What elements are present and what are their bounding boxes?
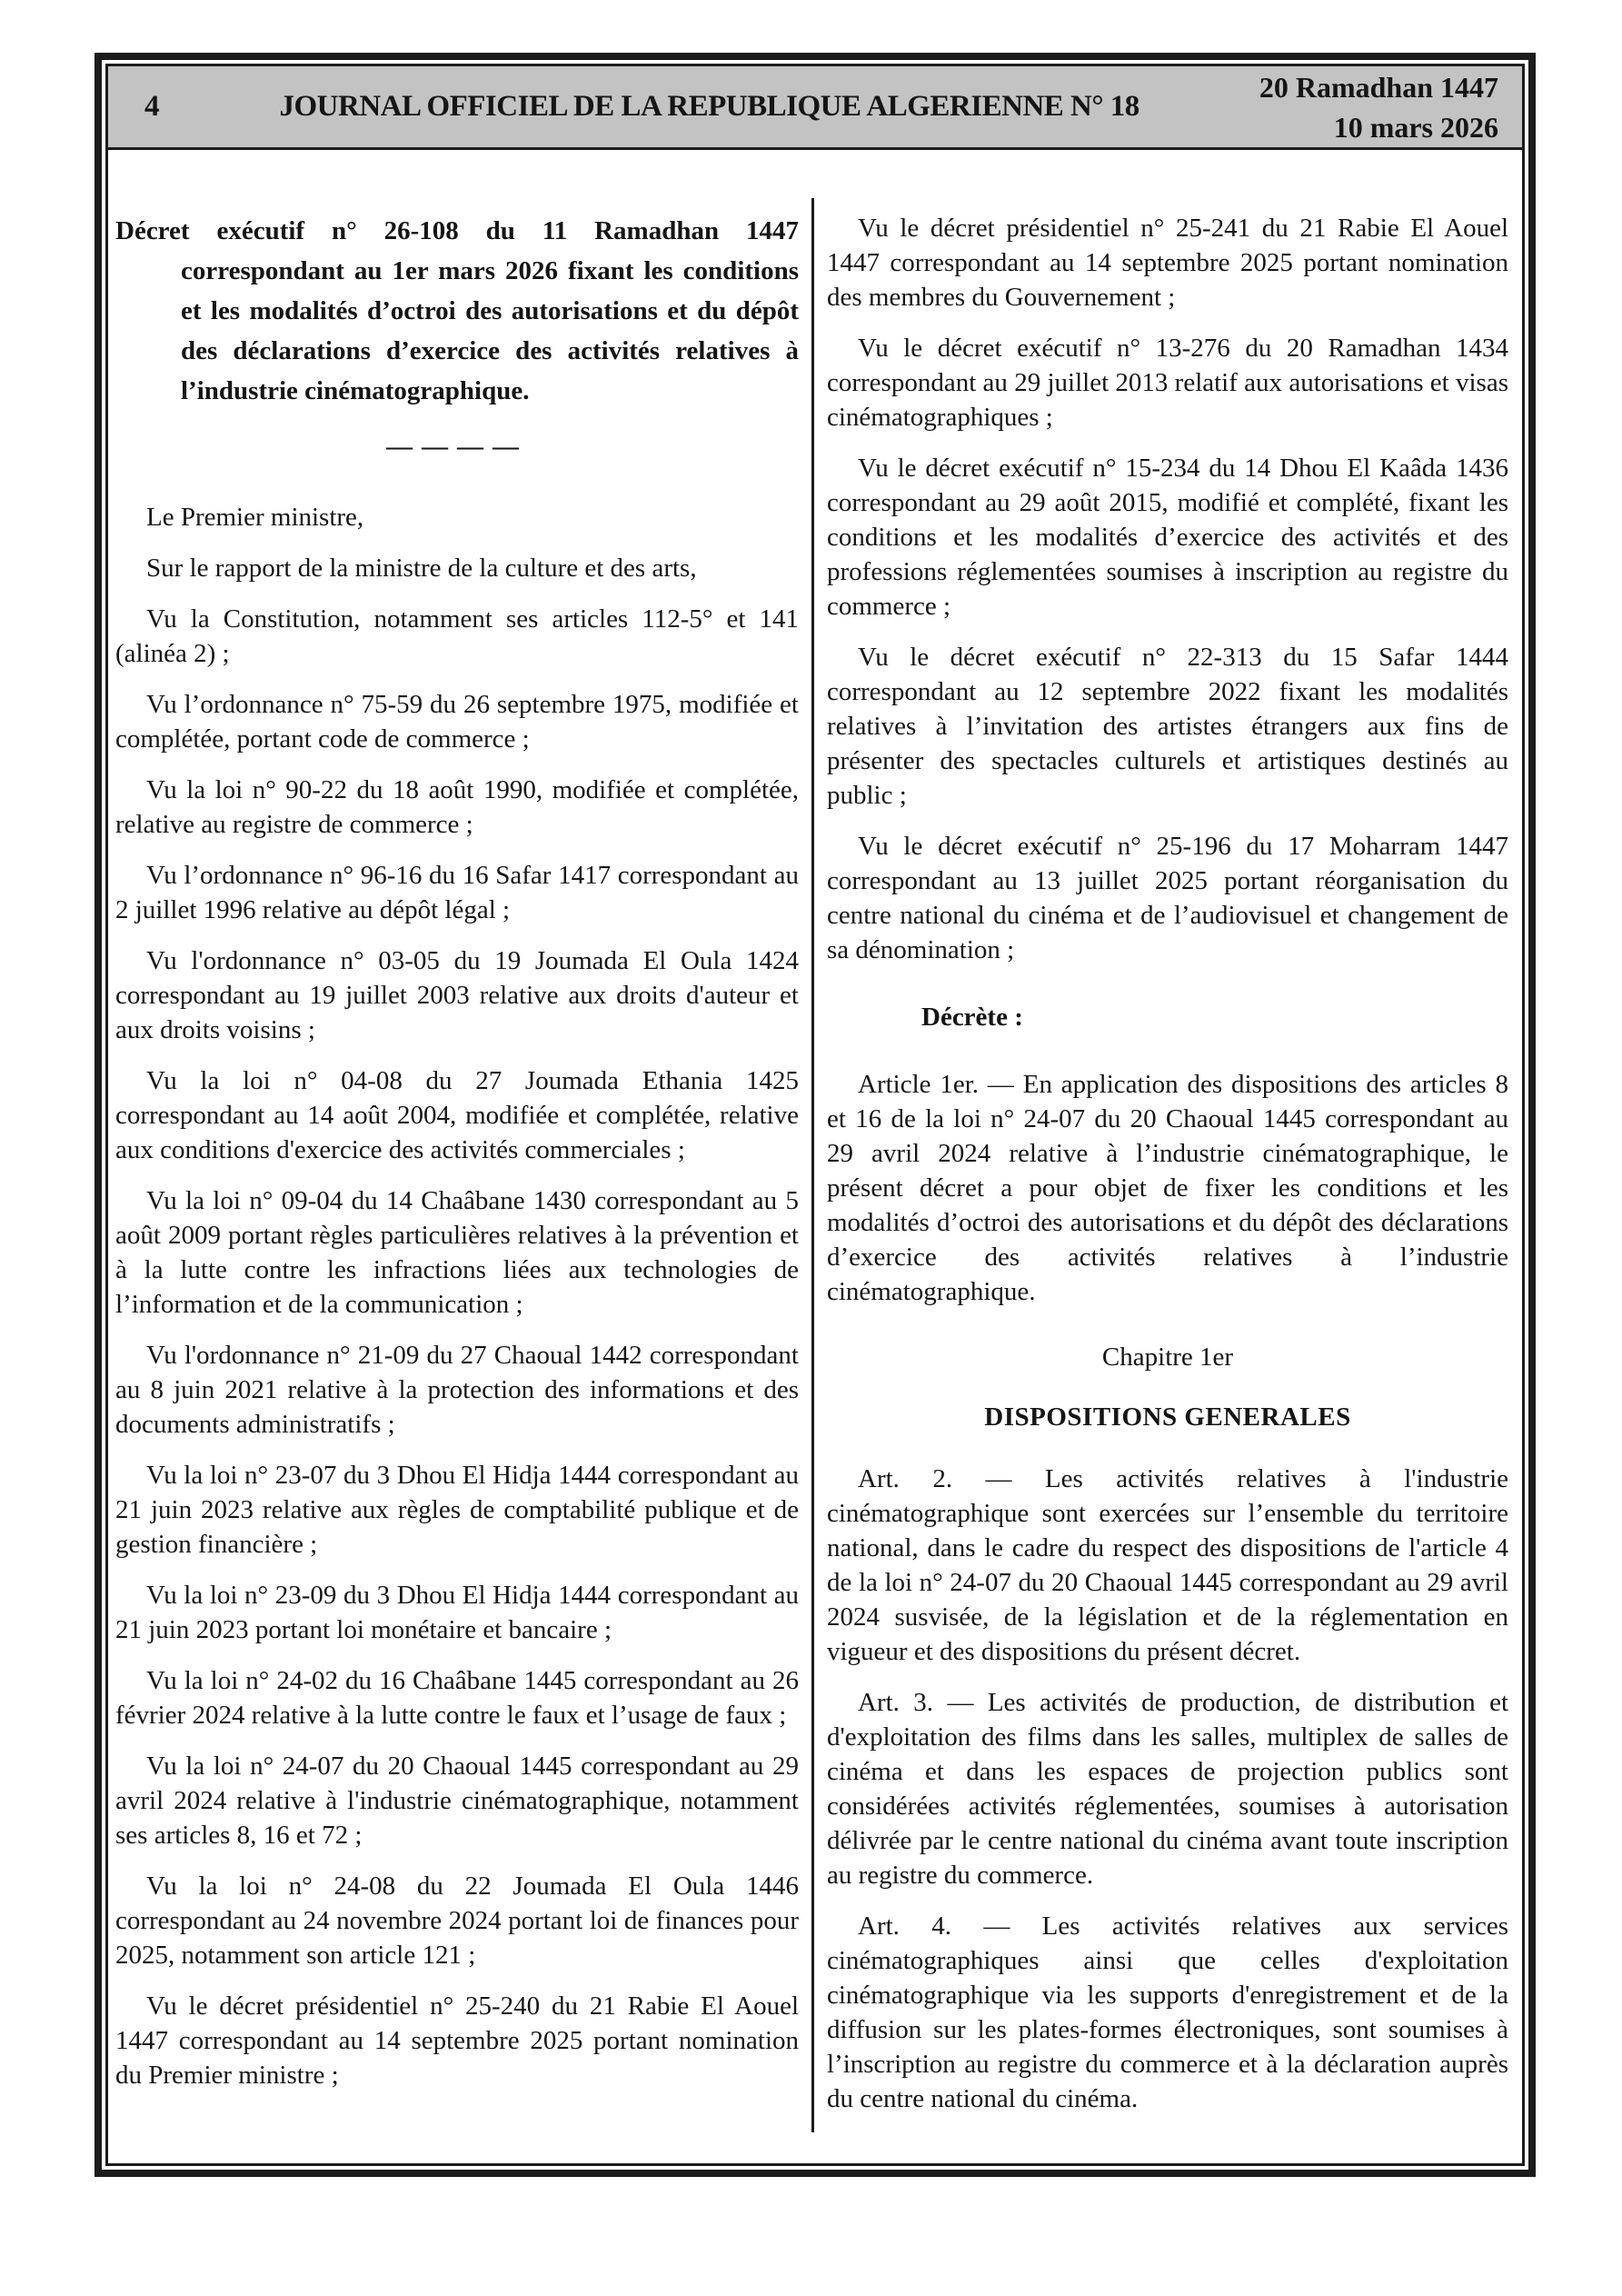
document-frame-inner — [105, 64, 1525, 2166]
paragraph-body: Art. 4. — Les activités relatives aux services cinématographiques ainsi que celles d'exploitation cinématographique via les supports d'enregistrement et de la diffusion sur les plates-formes électroniques, sont soumises à l’inscription au registre du commerce et à la déclaration auprès du centre national du cinéma. — [827, 1912, 1508, 2113]
paragraph-body: Vu le décret exécutif n° 25-196 du 17 Moharram 1447 correspondant au 13 juillet 2025 portant réorganisation du centre national du cinéma et de l’audiovisuel et changement de sa dénomination ; — [827, 832, 1508, 964]
paragraph-body: Vu l'ordonnance n° 21-09 du 27 Chaoual 1442 correspondant au 8 juin 2021 relative à la protection des informations et des documents administratifs ; — [115, 1341, 799, 1439]
date-gregorian: 10 mars 2026 — [1333, 110, 1498, 144]
paragraph-body: Art. 2. — Les activités relatives à l'industrie cinématographique sont exercées sur l’ensemble du territoire national, dans le cadre du respect des dispositions de l'article 4 de la loi n° 24-07 du 20 Chaoual 1445 correspondant au 29 avril 2024 susvisée, de la législation et de la réglementation en vigueur et des dispositions du présent décret. — [827, 1464, 1508, 1666]
paragraph-body: Sur le rapport de la ministre de la culture et des arts, — [146, 554, 697, 583]
document-frame — [95, 53, 1536, 2177]
paragraph-body: Vu le décret présidentiel n° 25-240 du 21 Rabie El Aouel 1447 correspondant au 14 septembre 2025 portant nomination du Premier ministre ; — [115, 1992, 799, 2090]
right-column — [827, 211, 1508, 2116]
paragraph-lead-title: Décret exécutif n° 26-108 du 11 Ramadhan 1447 correspondant au 1er mars 2026 fixant les conditions et les modalités d’octroi des autorisations et du dépôt des déclarations d’exercice des activités relatives à l’industrie cinématographique. — [115, 216, 799, 405]
paragraph-body: Vu la loi n° 24-08 du 22 Joumada El Oula 1446 correspondant au 24 novembre 2024 portant loi de finances pour 2025, notamment son article 121 ; — [115, 1872, 799, 1970]
content-area — [108, 153, 1522, 2163]
paragraph-dash-separator: ———— — [386, 432, 528, 461]
paragraph-body: Vu le décret exécutif n° 13-276 du 20 Ramadhan 1434 correspondant au 29 juillet 2013 relatif aux autorisations et visas cinématographiques ; — [827, 334, 1508, 432]
paragraph-body: Vu le décret exécutif n° 15-234 du 14 Dhou El Kaâda 1436 correspondant au 29 août 2015, modifié et complété, fixant les conditions et les modalités d’exercice des activités et des professions réglementées soumises à inscription au registre du commerce ; — [827, 454, 1508, 621]
date-hijri: 20 Ramadhan 1447 — [1259, 70, 1498, 104]
paragraph-body: Vu le décret présidentiel n° 25-241 du 21 Rabie El Aouel 1447 correspondant au 14 septembre 2025 portant nomination des membres du Gouvernement ; — [827, 214, 1508, 312]
paragraph-body: Vu la loi n° 24-02 du 16 Chaâbane 1445 correspondant au 26 février 2024 relative à la lutte contre le faux et l’usage de faux ; — [115, 1666, 799, 1730]
paragraph-chapter: Chapitre 1er — [1101, 1343, 1234, 1372]
journal-title: JOURNAL OFFICIEL DE LA REPUBLIQUE ALGERIENNE N° 18 — [279, 90, 1139, 123]
paragraph-body: Vu la loi n° 23-09 du 3 Dhou El Hidja 1444 correspondant au 21 juin 2023 portant loi monétaire et bancaire ; — [115, 1581, 799, 1644]
paragraph-decrete: Décrète : — [921, 1003, 1023, 1032]
paragraph-body: Vu la loi n° 23-07 du 3 Dhou El Hidja 1444 correspondant au 21 juin 2023 relative aux règles de comptabilité publique et de gestion financière ; — [115, 1461, 799, 1559]
paragraph-chapter-title: DISPOSITIONS GENERALES — [984, 1403, 1351, 1432]
page-number: 4 — [144, 90, 160, 123]
column-divider — [811, 198, 814, 2132]
paragraph-body: Le Premier ministre, — [146, 503, 364, 532]
paragraph-body: Vu l’ordonnance n° 96-16 du 16 Safar 1417 correspondant au 2 juillet 1996 relative au dépôt légal ; — [115, 861, 799, 924]
paragraph-body: Vu la loi n° 24-07 du 20 Chaoual 1445 correspondant au 29 avril 2024 relative à l'industrie cinématographique, notamment ses articles 8, 16 et 72 ; — [115, 1752, 799, 1850]
paragraph-body: Vu l'ordonnance n° 03-05 du 19 Joumada El Oula 1424 correspondant au 19 juillet 2003 relative aux droits d'auteur et aux droits voisins ; — [115, 946, 799, 1044]
paragraph-body: Vu l’ordonnance n° 75-59 du 26 septembre 1975, modifiée et complétée, portant code de commerce ; — [115, 690, 799, 754]
header-band — [108, 66, 1522, 150]
paragraph-body: Vu la loi n° 04-08 du 27 Joumada Ethania 1425 correspondant au 14 août 2004, modifiée et complétée, relative aux conditions d'exercice des activités commerciales ; — [115, 1066, 799, 1164]
paragraph-body: Vu le décret exécutif n° 22-313 du 15 Safar 1444 correspondant au 12 septembre 2022 fixant les modalités relatives à l’invitation des artistes étrangers aux fins de présenter des spectacles culturels et artistiques destinés au public ; — [827, 643, 1508, 810]
issue-dates — [1259, 67, 1522, 147]
paragraph-body: Vu la loi n° 90-22 du 18 août 1990, modifiée et complétée, relative au registre de commerce ; — [115, 775, 799, 839]
paragraph-body: Article 1er. — En application des dispositions des articles 8 et 16 de la loi n° 24-07 du 20 Chaoual 1445 correspondant au 29 avril 2024 relative à l’industrie cinématographique, le présent décret a pour objet de fixer les conditions et les modalités d’octroi des autorisations et du dépôt des déclarations d’exercice des activités relatives à l’industrie cinématographique. — [827, 1070, 1508, 1306]
paragraph-body: Vu la loi n° 09-04 du 14 Chaâbane 1430 correspondant au 5 août 2009 portant règles particulières relatives à la prévention et à la lutte contre les infractions liées aux technologies de l’information et de la communication ; — [115, 1186, 799, 1319]
paragraph-body: Vu la Constitution, notamment ses articles 112-5° et 141 (alinéa 2) ; — [115, 604, 799, 668]
paragraph-body: Art. 3. — Les activités de production, de distribution et d'exploitation des films dans les salles, multiplex de salles de cinéma et dans les espaces de projection publics sont considérées activités réglementées, soumises à autorisation délivrée par le centre national du cinéma avant toute inscription au registre du commerce. — [827, 1688, 1508, 1890]
left-column — [115, 211, 799, 2092]
